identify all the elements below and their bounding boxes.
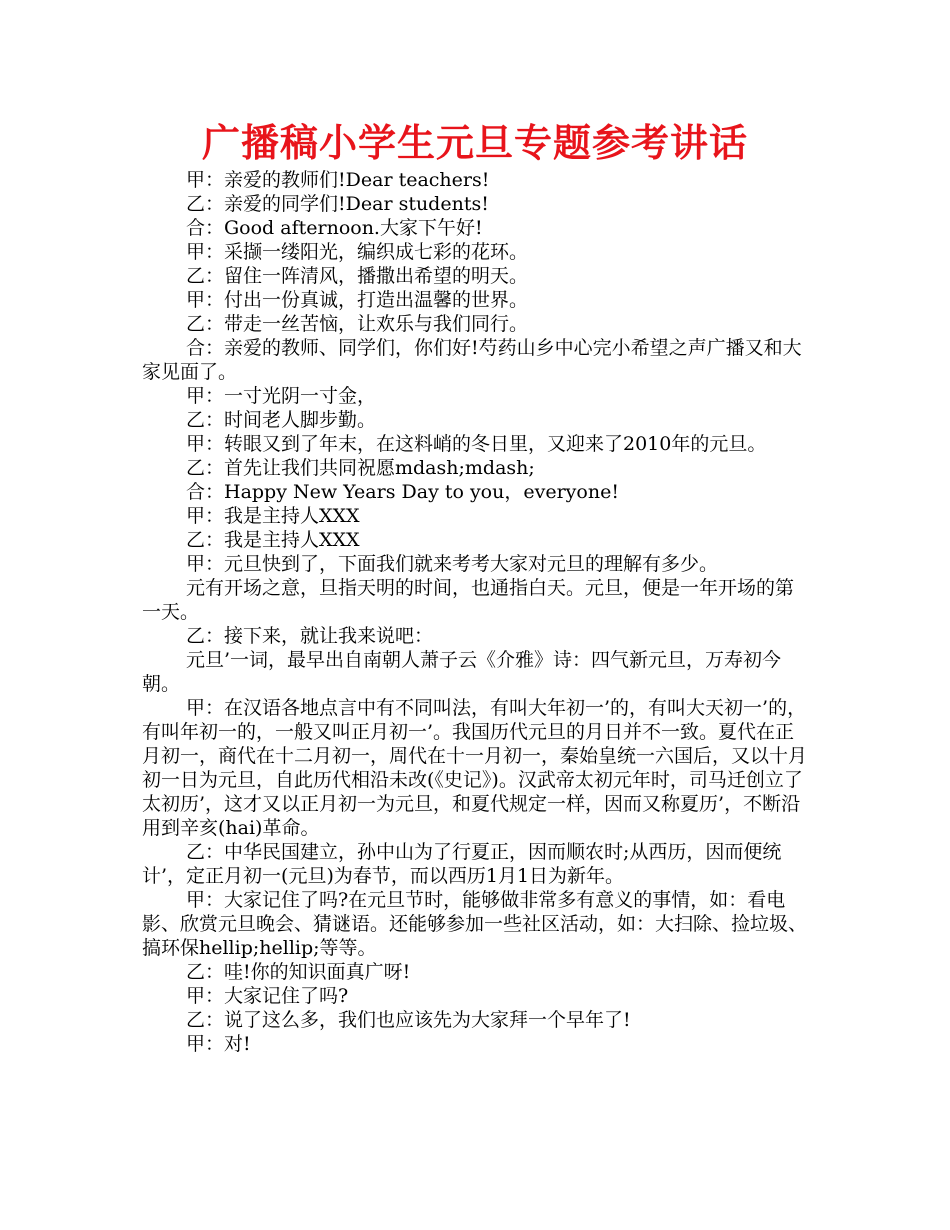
paragraph: 乙：说了这么多，我们也应该先为大家拜一个早年了!: [186, 1009, 631, 1031]
paragraph: 乙：接下来，就让我来说吧：: [186, 625, 434, 647]
paragraph: 甲：转眼又到了年末，在这料峭的冬日里，又迎来了2010年的元旦。: [186, 433, 767, 455]
paragraph: 乙：留住一阵清风，播撒出希望的明天。: [186, 265, 529, 287]
document-body: [142, 168, 812, 1056]
document-title: 广播稿小学生元旦专题参考讲话: [201, 121, 748, 165]
paragraph: 甲：付出一份真诚，打造出温馨的世界。: [186, 289, 529, 311]
paragraph: 甲：元旦快到了，下面我们就来考考大家对元旦的理解有多少。: [186, 553, 719, 575]
paragraph: 甲：亲爱的教师们!Dear teachers!: [186, 169, 490, 191]
paragraph: 乙：我是主持人XXX: [186, 529, 360, 551]
paragraph: 元旦’一词，最早出自南朝人萧子云《介雅》诗：四气新元旦，万寿初今朝。: [142, 649, 782, 695]
paragraph: 合：Good afternoon.大家下午好!: [186, 217, 483, 239]
paragraph: 甲：对!: [186, 1033, 251, 1055]
paragraph: 乙：哇!你的知识面真广呀!: [186, 961, 411, 983]
paragraph: 甲：我是主持人XXX: [186, 505, 360, 527]
paragraph: 甲：一寸光阴一寸金，: [186, 385, 377, 407]
paragraph: 乙：亲爱的同学们!Dear students!: [186, 193, 489, 215]
paragraph: 合：亲爱的教师、同学们，你们好!芍药山乡中心完小希望之声广播又和大家见面了。: [142, 337, 802, 383]
paragraph: 乙：时间老人脚步勤。: [186, 409, 377, 431]
paragraph: 甲：大家记住了吗?: [186, 985, 349, 1007]
paragraph: 乙：中华民国建立，孙中山为了行夏正，因而顺农时;从西历，因而便统计’，定正月初一(元旦)为春节，而以西历1月1日为新年。: [142, 841, 782, 887]
paragraph: 甲：大家记住了吗?在元旦节时，能够做非常多有意义的事情，如：看电影、欣赏元旦晚会、猜谜语。还能够参加一些社区活动，如：大扫除、捡垃圾、搞环保hellip;hellip;等等。: [142, 889, 808, 959]
paragraph: 甲：采撷一缕阳光，编织成七彩的花环。: [186, 241, 529, 263]
paragraph: 元有开场之意，旦指天明的时间，也通指白天。元旦，便是一年开场的第一天。: [142, 577, 795, 623]
paragraph: 合：Happy New Years Day to you，everyone!: [186, 481, 619, 503]
paragraph: 乙：带走一丝苦恼，让欢乐与我们同行。: [186, 313, 529, 335]
paragraph: 甲：在汉语各地点言中有不同叫法，有叫大年初一’的，有叫大天初一’的，有叫年初一的，一般又叫正月初一’。我国历代元旦的月日并不一致。夏代在正月初一，商代在十二月初一，周代在十一月初一，秦始皇统一六国后，又以十月初一日为元旦，自此历代相沿未改(《史记》)。汉武帝太初元年时，司马迁创立了太初历’，这才又以正月初一为元旦，和夏代规定一样，因而又称夏历’，不断沿用到辛亥(hai)革命。: [142, 697, 808, 839]
paragraph: 乙：首先让我们共同祝愿mdash;mdash;: [186, 457, 535, 479]
